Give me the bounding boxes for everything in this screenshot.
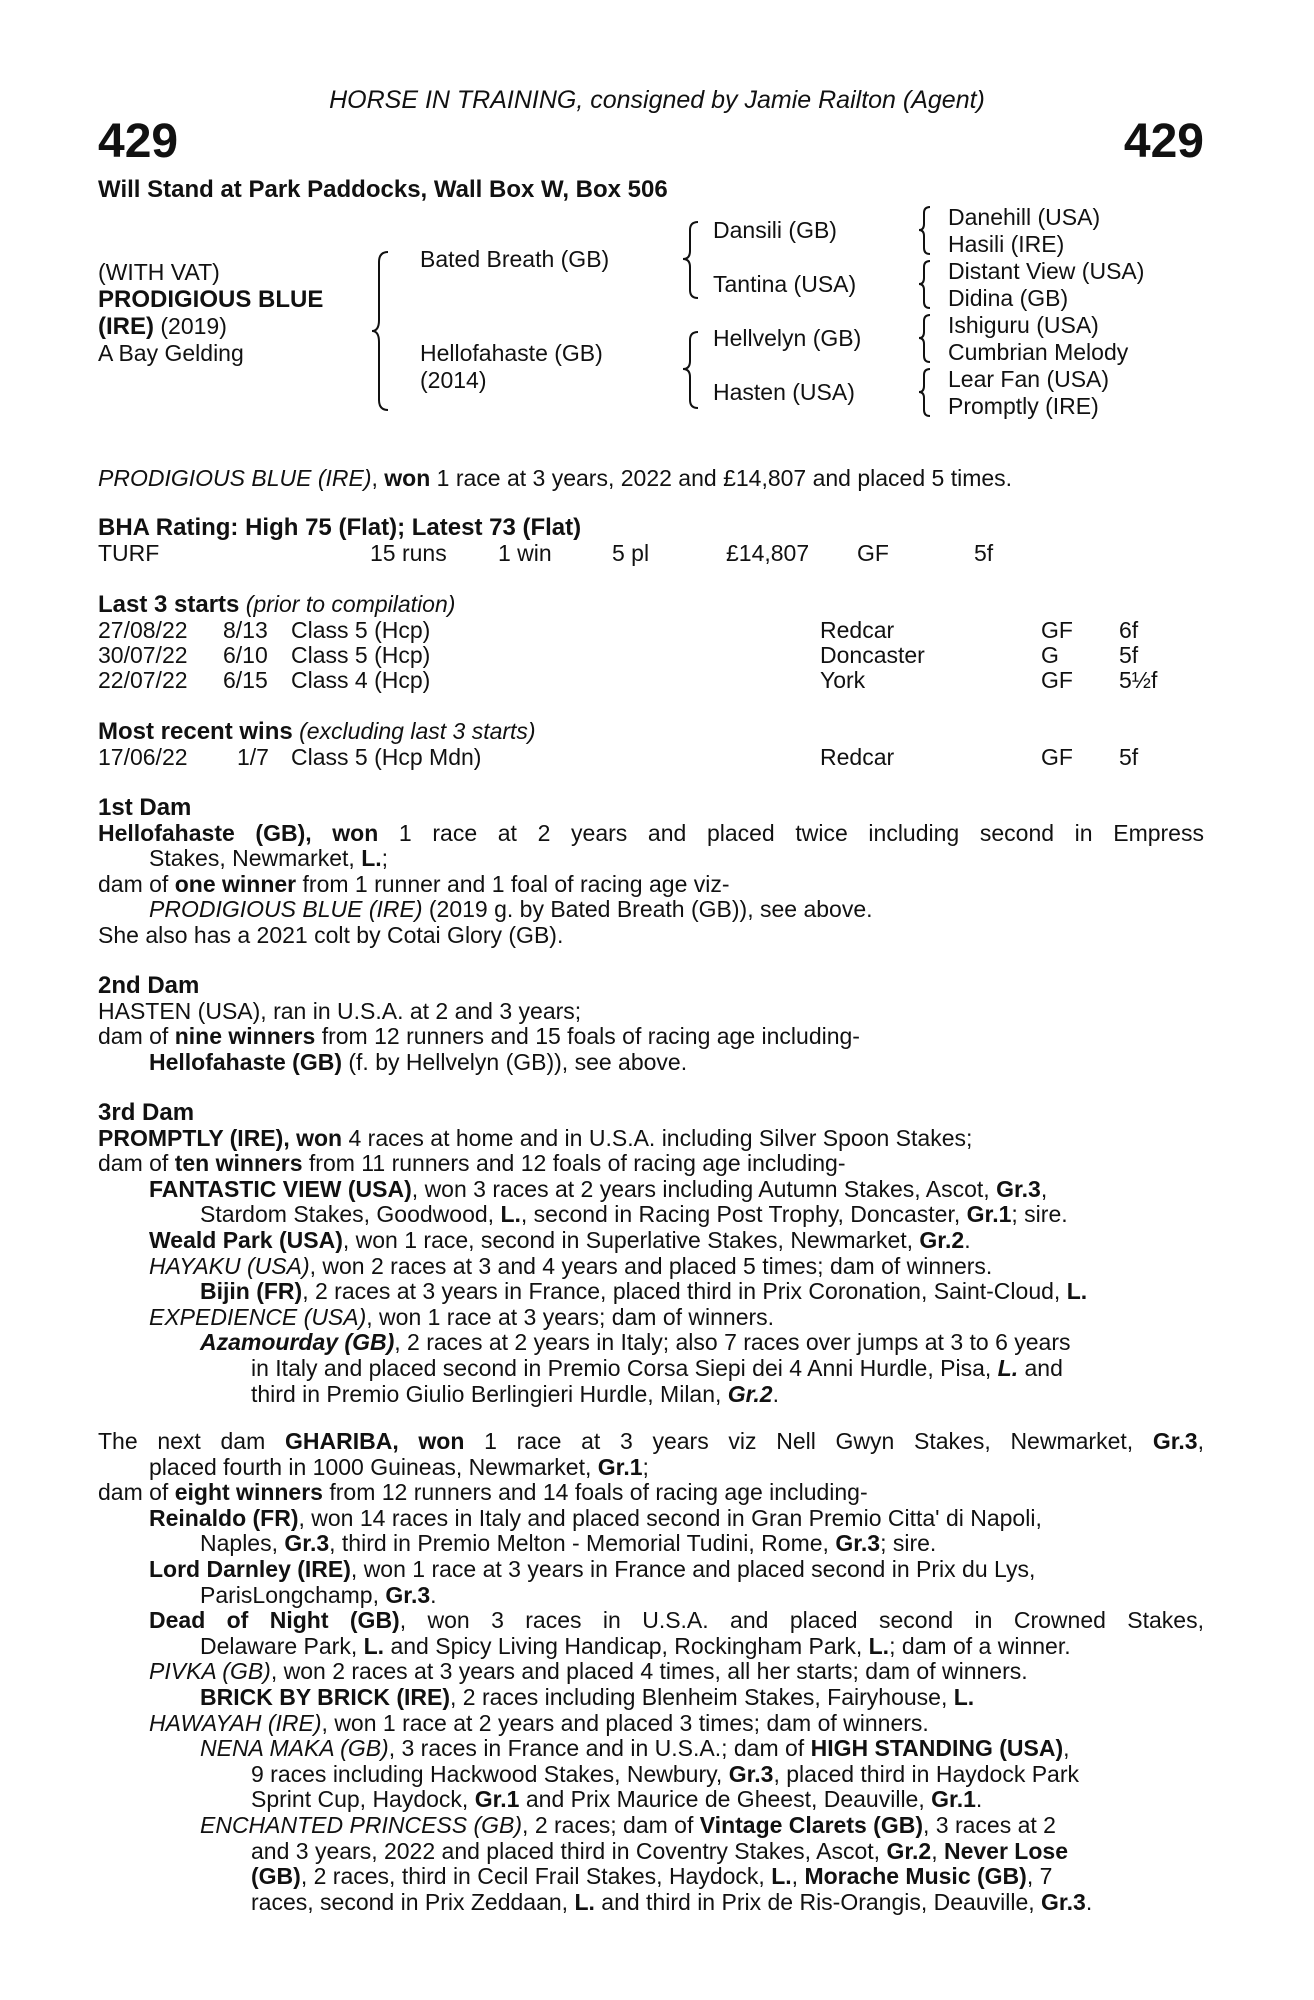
start-going: G (1041, 642, 1059, 668)
start-date: 22/07/22 (98, 667, 188, 693)
third-dam-line: Azamourday (GB), 2 races at 2 years in Italy; also 7 races over jumps at 3 to 6 years (200, 1329, 1071, 1356)
next-dam-line: Naples, Gr.3, third in Premio Melton - Memorial Tudini, Rome, Gr.3; sire. (200, 1530, 937, 1557)
next-dam-line: (GB), 2 races, third in Cecil Frail Stakes, Haydock, L., Morache Music (GB), 7 (251, 1863, 1053, 1890)
next-dam-line: and 3 years, 2022 and placed third in Coventry Stakes, Ascot, Gr.2, Never Lose (251, 1837, 1068, 1864)
horse-name: PRODIGIOUS BLUE (98, 286, 324, 313)
first-dam-line: dam of one winner from 1 runner and 1 foal of racing age viz- (98, 870, 730, 897)
brace-sire (686, 220, 700, 300)
start-class: Class 4 (Hcp) (291, 667, 431, 693)
dam: Hellofahaste (GB) (420, 340, 603, 366)
second-dam-section (98, 973, 1204, 1075)
rating-placed: 5 pl (612, 540, 650, 566)
rating-wins: 1 win (498, 540, 552, 566)
sire-sire: Dansili (GB) (713, 217, 837, 243)
start-going: GF (1041, 617, 1073, 643)
brace-g2 (920, 259, 932, 311)
vat-note: (WITH VAT) (98, 259, 220, 285)
rating-earnings: £14,807 (726, 540, 810, 566)
first-dam-line: Stakes, Newmarket, L.; (149, 845, 389, 872)
next-dam-line: The next dam GHARIBA, won 1 race at 3 years viz Nell Gwyn Stakes, Newmarket, Gr.3, (98, 1429, 1204, 1454)
third-dam-section (98, 1100, 1204, 1407)
grandparent-7: Lear Fan (USA) (948, 366, 1110, 392)
horse-description: A Bay Gelding (98, 340, 244, 366)
start-course: Redcar (820, 617, 895, 643)
recent-wins-heading: Most recent wins (excluding last 3 starts) (98, 718, 536, 745)
next-dam-line: dam of eight winners from 12 runners and 14 foals of racing age including- (98, 1479, 868, 1506)
brace-dam (686, 330, 700, 410)
rating-runs: 15 runs (370, 540, 447, 566)
next-dam-line: Lord Darnley (IRE), won 1 race at 3 years in France and placed second in Prix du Lys, (149, 1555, 1036, 1582)
start-going: GF (1041, 667, 1073, 693)
next-dam-line: ParisLongchamp, Gr.3. (200, 1581, 437, 1608)
grandparent-5: Ishiguru (USA) (948, 312, 1099, 338)
third-dam-line: Weald Park (USA), won 1 race, second in Superlative Stakes, Newmarket, Gr.2. (149, 1226, 971, 1253)
grandparent-4: Didina (GB) (948, 285, 1069, 311)
first-dam-line: She also has a 2021 colt by Cotai Glory (GB). (98, 921, 564, 948)
rating-distance: 5f (974, 540, 994, 566)
horse-country-year: (IRE) (2019) (98, 313, 227, 340)
next-dam-line: Dead of Night (GB), won 3 races in U.S.A. and placed second in Crowned Stakes, (149, 1608, 1204, 1634)
brace-g4 (920, 367, 932, 419)
third-dam-line: in Italy and placed second in Premio Corsa Siepi dei 4 Anni Hurdle, Pisa, L. and (251, 1354, 1063, 1381)
next-dam-line: ENCHANTED PRINCESS (GB), 2 races; dam of Vintage Clarets (GB), 3 races at 2 (200, 1811, 1056, 1838)
dam-year: (2014) (420, 367, 487, 393)
start-distance: 6f (1119, 617, 1139, 643)
grandparent-1: Danehill (USA) (948, 204, 1101, 230)
grandparent-8: Promptly (IRE) (948, 393, 1099, 419)
next-dam-line: PIVKA (GB), won 2 races at 3 years and placed 4 times, all her starts; dam of winners. (149, 1658, 1028, 1685)
start-class: Class 5 (Hcp) (291, 617, 431, 643)
next-dam-line: races, second in Prix Zeddaan, L. and third in Prix de Ris-Orangis, Deauville, Gr.3. (251, 1888, 1093, 1915)
first-dam-heading: 1st Dam (98, 794, 192, 821)
third-dam-line: Stardom Stakes, Goodwood, L., second in Racing Post Trophy, Doncaster, Gr.1; sire. (200, 1201, 1068, 1228)
win-position: 1/7 (237, 744, 269, 770)
start-class: Class 5 (Hcp) (291, 642, 431, 668)
second-dam-line: dam of nine winners from 12 runners and 15 foals of racing age including- (98, 1023, 860, 1050)
grandparent-6: Cumbrian Melody (948, 339, 1129, 365)
race-summary: PRODIGIOUS BLUE (IRE), won 1 race at 3 years, 2022 and £14,807 and placed 5 times. (98, 465, 1013, 491)
start-distance: 5½f (1119, 667, 1158, 693)
second-dam-line: Hellofahaste (GB) (f. by Hellvelyn (GB)), see above. (149, 1048, 688, 1075)
third-dam-line: dam of ten winners from 11 runners and 12 foals of racing age including- (98, 1150, 846, 1177)
win-course: Redcar (820, 744, 895, 770)
start-course: York (820, 667, 866, 693)
sire: Bated Breath (GB) (420, 246, 610, 272)
next-dam-line: Sprint Cup, Haydock, Gr.1 and Prix Maurice de Gheest, Deauville, Gr.1. (251, 1786, 983, 1813)
next-dam-line: NENA MAKA (GB), 3 races in France and in U.S.A.; dam of HIGH STANDING (USA), (200, 1735, 1070, 1762)
next-dam-line: 9 races including Hackwood Stakes, Newbury, Gr.3, placed third in Haydock Park (251, 1760, 1080, 1787)
grandparent-3: Distant View (USA) (948, 258, 1145, 284)
third-dam-line: PROMPTLY (IRE), won 4 races at home and in U.S.A. including Silver Spoon Stakes; (98, 1124, 973, 1151)
dam-dam: Hasten (USA) (713, 379, 855, 405)
dam-sire: Hellvelyn (GB) (713, 325, 862, 351)
next-dam-line: Delaware Park, L. and Spicy Living Handicap, Rockingham Park, L.; dam of a winner. (200, 1632, 1071, 1659)
start-position: 6/10 (223, 642, 268, 668)
first-dam-line: PRODIGIOUS BLUE (IRE) (2019 g. by Bated Breath (GB)), see above. (149, 896, 873, 923)
third-dam-line: third in Premio Giulio Berlingieri Hurdle, Milan, Gr.2. (251, 1380, 779, 1407)
sire-dam: Tantina (USA) (713, 271, 857, 297)
start-date: 30/07/22 (98, 642, 188, 668)
start-distance: 5f (1119, 642, 1139, 668)
third-dam-line: Bijin (FR), 2 races at 3 years in France, placed third in Prix Coronation, Saint-Cloud, L. (200, 1278, 1088, 1305)
lot-number-right: 429 (1123, 115, 1204, 168)
first-dam-section (98, 795, 1204, 949)
next-dam-line: Reinaldo (FR), won 14 races in Italy and placed second in Gran Premio Citta' di Napoli, (149, 1504, 1042, 1531)
win-date: 17/06/22 (98, 744, 188, 770)
next-dam-line: placed fourth in 1000 Guineas, Newmarket, Gr.1; (149, 1453, 649, 1480)
bha-rating-heading: BHA Rating: High 75 (Flat); Latest 73 (Flat) (98, 514, 582, 541)
last-3-heading: Last 3 starts (prior to compilation) (98, 591, 456, 618)
third-dam-line: EXPEDIENCE (USA), won 1 race at 3 years; dam of winners. (149, 1303, 775, 1330)
start-position: 8/13 (223, 617, 268, 643)
lot-number-left: 429 (98, 115, 179, 168)
win-distance: 5f (1119, 744, 1139, 770)
start-course: Doncaster (820, 642, 925, 668)
next-dam-section (98, 1429, 1204, 1915)
win-class: Class 5 (Hcp Mdn) (291, 744, 482, 770)
second-dam-line: HASTEN (USA), ran in U.S.A. at 2 and 3 years; (98, 997, 582, 1024)
start-date: 27/08/22 (98, 617, 188, 643)
start-position: 6/15 (223, 667, 268, 693)
brace-g1 (920, 205, 932, 257)
second-dam-heading: 2nd Dam (98, 972, 200, 999)
stand-location: Will Stand at Park Paddocks, Wall Box W, Box 506 (98, 176, 668, 203)
brace-g3 (920, 313, 932, 365)
brace-horse (376, 250, 390, 412)
third-dam-line: FANTASTIC VIEW (USA), won 3 races at 2 years including Autumn Stakes, Ascot, Gr.3, (149, 1175, 1048, 1202)
third-dam-line: HAYAKU (USA), won 2 races at 3 and 4 years and placed 5 times; dam of winners. (149, 1252, 993, 1279)
next-dam-line: HAWAYAH (IRE), won 1 race at 2 years and placed 3 times; dam of winners. (149, 1709, 929, 1736)
first-dam-line: Hellofahaste (GB), won 1 race at 2 years and placed twice including second in Empress (98, 820, 1204, 846)
grandparent-2: Hasili (IRE) (948, 231, 1065, 257)
rating-surface: TURF (98, 540, 160, 566)
win-going: GF (1041, 744, 1073, 770)
consignment-line: HORSE IN TRAINING, consigned by Jamie Railton (Agent) (329, 86, 985, 114)
third-dam-heading: 3rd Dam (98, 1099, 195, 1126)
next-dam-line: BRICK BY BRICK (IRE), 2 races including Blenheim Stakes, Fairyhouse, L. (200, 1683, 975, 1710)
rating-going: GF (857, 540, 889, 566)
